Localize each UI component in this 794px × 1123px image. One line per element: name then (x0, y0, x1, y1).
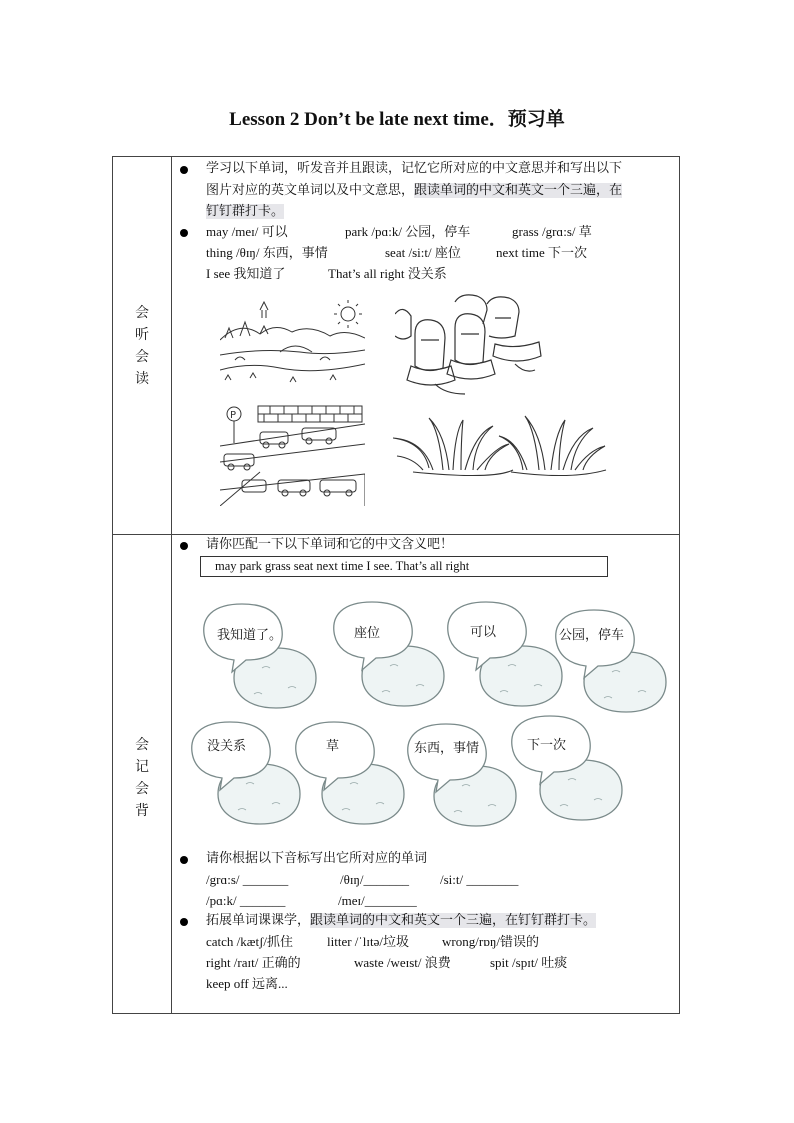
word-bank-box: may park grass seat next time I see. That’s all right (200, 556, 608, 577)
vocab-i-see: I see 我知道了 (206, 266, 286, 281)
grass-image (393, 412, 608, 476)
bubble-text-park: 公园，停车 (559, 628, 625, 643)
bubble-text-thats-all-right: 没关系 (207, 739, 247, 754)
instruction-line-1: 学习以下单词，听发音并且跟读，记忆它所对应的中文意思并和写出以下 (206, 161, 623, 176)
phonetic-thing: /θɪŋ/_______ (340, 872, 409, 887)
extend-instruction: 拓展单词课课学，跟读单词的中文和英文一个三遍，在钉钉群打卡。 (206, 913, 597, 928)
vocab-may: may /meɪ/ 可以 (206, 224, 288, 239)
bubble-text-i-see: 我知道了。 (217, 628, 283, 643)
page-title: Lesson 2 Don’t be late next time．预习单 (229, 109, 565, 130)
bubble-text-may: 可以 (470, 625, 497, 640)
table-column-divider (171, 156, 172, 1014)
extra-litter: litter /ˈlɪtə/垃圾 (327, 934, 409, 949)
park-landscape-image (220, 300, 365, 388)
bubble-text-grass: 草 (326, 739, 340, 754)
match-instruction: 请你匹配一下以下单词和它的中文含义吧！ (206, 537, 454, 552)
vocab-grass: grass /grɑ:s/ 草 (512, 224, 592, 239)
extra-right: right /raɪt/ 正确的 (206, 955, 301, 970)
vocab-thats-all-right: That’s all right 没关系 (328, 266, 447, 281)
instruction-line-2: 图片对应的英文单词以及中文意思，跟读单词的中文和英文一个三遍，在 (206, 183, 623, 198)
extra-wrong: wrong/rɒŋ/错误的 (442, 934, 539, 949)
bubble-text-next-time: 下一次 (527, 738, 567, 753)
phonetic-seat: /si:t/ ________ (440, 872, 519, 887)
phonetic-may: /meɪ/________ (338, 893, 417, 908)
vocab-next-time: next time 下一次 (496, 245, 587, 260)
svg-text:P: P (230, 410, 237, 421)
bullet-icon (180, 229, 188, 237)
extra-catch: catch /kætʃ/抓住 (206, 934, 294, 949)
bullet-icon (180, 918, 188, 926)
bubble-text-thing: 东西，事情 (414, 741, 480, 756)
bullet-icon (180, 856, 188, 864)
phonetic-grass: /grɑ:s/ _______ (206, 872, 289, 887)
extra-waste: waste /weɪst/ 浪费 (354, 955, 451, 970)
vocab-park: park /pɑ:k/ 公园，停车 (345, 224, 471, 239)
extra-spit: spit /spɪt/ 吐痰 (490, 955, 568, 970)
write-instruction: 请你根据以下音标写出它所对应的单词 (206, 851, 428, 866)
parking-lot-image (220, 402, 365, 506)
car-seats-image (395, 294, 550, 400)
vocab-thing: thing /θɪŋ/ 东西，事情 (206, 245, 328, 260)
bubble-text-seat: 座位 (354, 626, 381, 641)
bullet-icon (180, 542, 188, 550)
section2-label: 会 记 会 背 (135, 737, 149, 819)
instruction-line-3: 钉钉群打卡。 (206, 204, 285, 219)
bullet-icon (180, 166, 188, 174)
phonetic-park: /pɑ:k/ _______ (206, 893, 286, 908)
section1-label: 会 听 会 读 (135, 305, 149, 387)
extra-keep-off: keep off 远离... (206, 976, 288, 991)
vocab-seat: seat /si:t/ 座位 (385, 245, 461, 260)
